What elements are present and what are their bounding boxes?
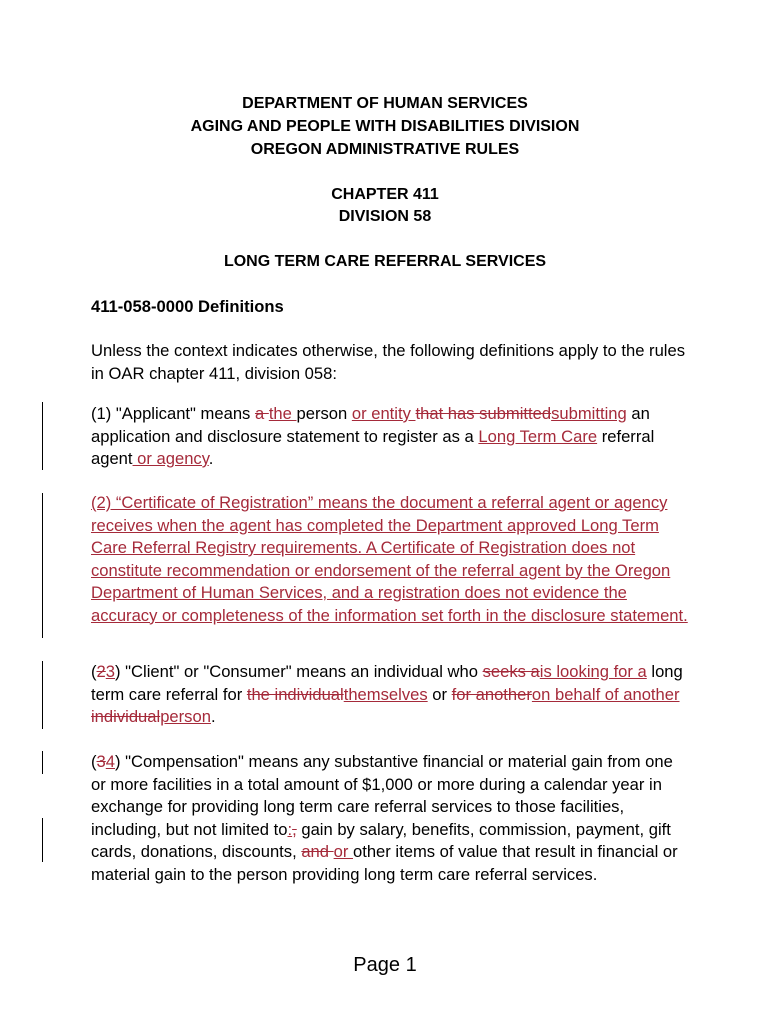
text: an application and disclosure statement to register as a: [91, 404, 650, 446]
section-heading: 411-058-0000 Definitions: [91, 297, 284, 316]
text: long term care referral for: [91, 662, 683, 704]
text: or: [427, 684, 452, 704]
inserted-text: or entity: [351, 404, 416, 423]
deleted-text: a: [254, 404, 269, 423]
rules-title: OREGON ADMINISTRATIVE RULES: [250, 141, 520, 158]
inserted-text: 4: [105, 752, 115, 771]
department-title: DEPARTMENT OF HUMAN SERVICES: [242, 95, 528, 112]
definition-applicant: [91, 403, 691, 471]
text: person: [296, 404, 352, 423]
text: other items of value that result in financial or material gain to the person providing long term care referral services.: [91, 842, 678, 884]
inserted-text: 3: [105, 662, 115, 681]
deleted-text: individual: [91, 707, 161, 726]
inserted-text: :: [287, 819, 293, 839]
text: (: [91, 752, 97, 771]
inserted-text: is looking for a: [539, 662, 647, 681]
inserted-text: on behalf of another: [531, 684, 680, 704]
chapter-title: CHAPTER 411: [331, 186, 439, 203]
revision-bar: [42, 402, 43, 470]
text: .: [210, 707, 216, 726]
subject-title: LONG TERM CARE REFERRAL SERVICES: [223, 253, 547, 270]
revision-bar: [42, 661, 43, 729]
inserted-text: the: [268, 404, 297, 423]
text: referral agent: [91, 426, 655, 468]
division-title: AGING AND PEOPLE WITH DISABILITIES DIVISION: [190, 118, 580, 135]
revision-bar: [42, 818, 43, 862]
intro-paragraph: Unless the context indicates otherwise, the following definitions apply to the rules in OAR chapter 411, division 058:: [91, 341, 686, 383]
text: .: [208, 449, 214, 468]
definition-certificate: [91, 492, 691, 627]
text: ) "Client" or "Consumer" means an individual who: [115, 662, 483, 681]
page-number: Page 1: [353, 954, 417, 976]
inserted-text: person: [160, 707, 211, 726]
deleted-text: that has submitted: [415, 404, 552, 423]
text: (: [91, 662, 97, 681]
deleted-text: and: [301, 842, 334, 861]
deleted-text: seeks a: [482, 662, 540, 681]
definition-compensation: [91, 751, 691, 886]
inserted-text: Long Term Care: [478, 426, 598, 446]
inserted-text: submitting: [551, 404, 627, 423]
text: gain by salary, benefits, commission, payment, gift cards, donations, discounts,: [91, 819, 671, 861]
revision-bar: [42, 751, 43, 774]
deleted-text: ,: [292, 819, 297, 839]
text: (1) "Applicant" means: [91, 404, 255, 423]
deleted-text: for another: [451, 684, 532, 704]
deleted-text: 2: [96, 662, 106, 681]
inserted-text: (2) “Certificate of Registration” means the document a referral agent or agency receives when the agent has completed the Department approved Long Term Care Referral Registry requirements. A Certificate of Registration does not constitute recommendation or endorsement of the referral agent by the Oregon Department of Human Services, and a registration does not evidence the accuracy or completeness of the information set forth in the disclosure statement.: [91, 493, 688, 625]
text: ) "Compensation" means any substantive financial or material gain from one or more facilities in a total amount of $1,000 or more during a calendar year in exchange for providing long term care referral services to those facilities, including, but not limited to: [91, 752, 673, 839]
deleted-text: the individual: [246, 684, 344, 704]
inserted-text: or agency: [132, 449, 209, 468]
definition-client: [91, 661, 691, 729]
inserted-text: themselves: [343, 684, 428, 704]
division-number: DIVISION 58: [338, 208, 432, 225]
deleted-text: 3: [96, 752, 106, 771]
revision-bar: [42, 493, 43, 638]
inserted-text: or: [333, 842, 353, 861]
